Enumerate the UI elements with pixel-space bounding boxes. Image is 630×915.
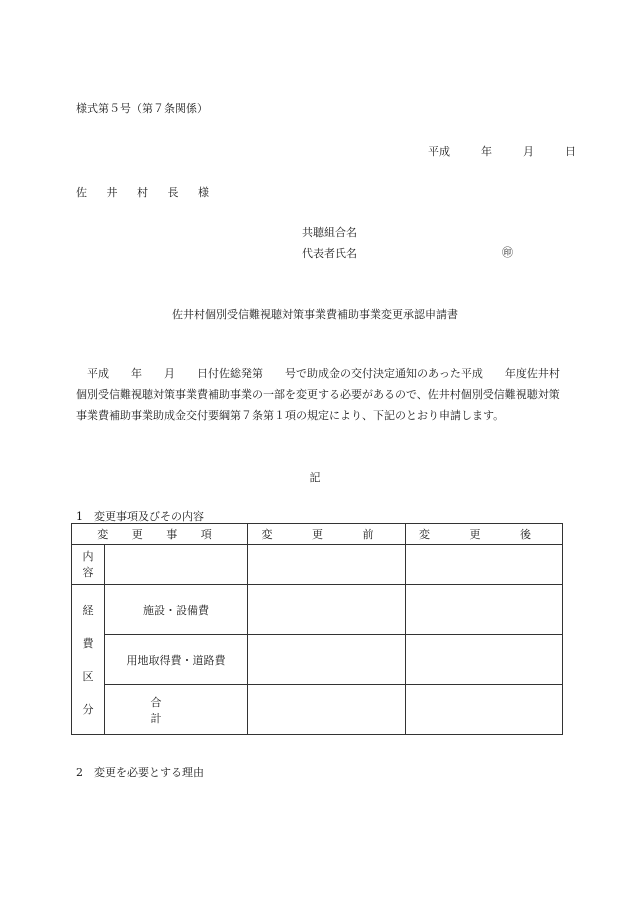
changes-table [71,523,563,735]
date-line [428,143,576,159]
section2-heading: 2 変更を必要とする理由 [76,766,204,779]
header-after: 変 更 後 [406,524,563,545]
table-row-facility [72,585,563,635]
form-number: 様式第５号（第７条関係） [76,102,208,115]
keihi-label [72,585,105,735]
land-before-cell [248,635,406,685]
keihi-char-4: 分 [82,702,94,716]
addressee: 佐 井 村 長 様 [76,186,217,199]
naiyo-label [72,545,105,585]
date-era: 平成 [428,145,450,158]
ki-heading: 記 [309,471,321,484]
naiyo-after-cell [406,545,563,585]
date-day: 日 [565,145,576,158]
naiyo-label-text: 内容 [82,549,94,579]
document-title: 佐井村個別受信難視聴対策事業費補助事業変更承認申請書 [172,308,458,321]
header-before: 変 更 前 [248,524,406,545]
item-land-road: 用地取得費・道路費 [105,635,248,685]
table-row-total [72,685,563,735]
item-total: 合 計 [105,685,248,735]
date-month: 月 [523,145,534,158]
date-year: 年 [481,145,492,158]
naiyo-before-cell [248,545,406,585]
header-change-item: 変 更 事 項 [72,524,248,545]
facility-after-cell [406,585,563,635]
table-row-land [72,635,563,685]
keihi-char-2: 費 [82,636,94,650]
section1-heading: 1 変更事項及びその内容 [76,510,204,523]
total-before-cell [248,685,406,735]
land-after-cell [406,635,563,685]
body-paragraph: 平成 年 月 日付佐総発第 号で助成金の交付決定通知のあった平成 年度佐井村個別受信難視聴対策事業費補助事業の一部を変更する必要があるので、佐井村個別受信難視聴対策事業費補助事業助成金交付要綱第７条第１項の規定により、下記のとおり申請します。 [76,367,560,422]
applicant-rep-label: 代表者氏名 [302,247,357,260]
naiyo-detail-cell [105,545,248,585]
seal-mark: ㊞ [502,246,513,259]
table-row-naiyo [72,545,563,585]
total-after-cell [406,685,563,735]
applicant-union-label: 共聴組合名 [302,226,357,239]
keihi-char-3: 区 [82,669,94,683]
table-header-row [72,524,563,545]
keihi-char-1: 経 [82,603,94,617]
item-facility: 施設・設備費 [105,585,248,635]
facility-before-cell [248,585,406,635]
